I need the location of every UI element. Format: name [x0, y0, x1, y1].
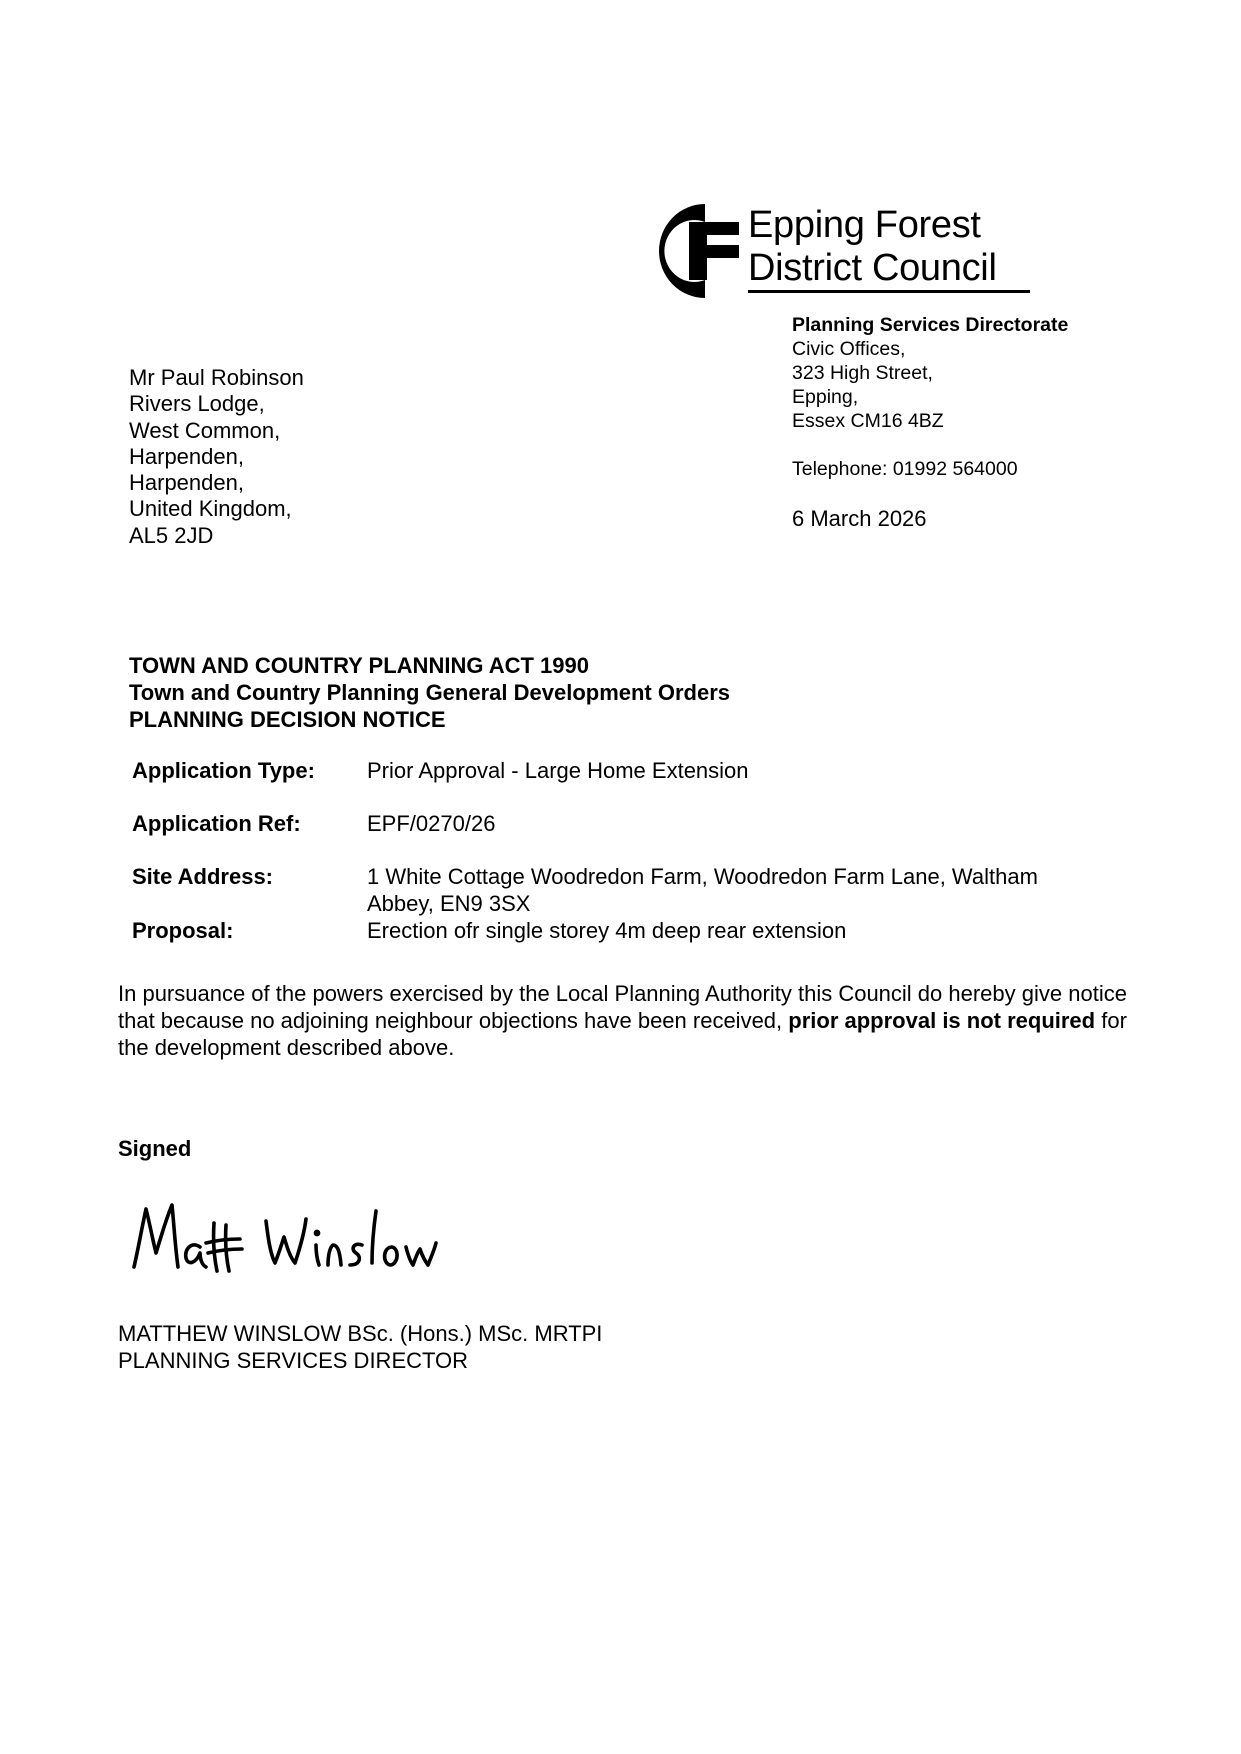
recipient-address	[129, 365, 304, 549]
site-address-value: 1 White Cottage Woodredon Farm, Woodredon Farm Lane, Waltham Abbey, EN9 3SX	[367, 864, 1038, 916]
handwritten-signature	[128, 1195, 468, 1295]
decision-paragraph	[118, 980, 1128, 1061]
application-ref-value: EPF/0270/26	[367, 811, 496, 836]
sender-address-line: Civic Offices,	[792, 338, 906, 360]
notice-heading: PLANNING DECISION NOTICE	[129, 707, 446, 732]
orders-heading: Town and Country Planning General Development Orders	[129, 680, 731, 705]
sender-address-line: Epping,	[792, 386, 859, 408]
application-type-label: Application Type:	[132, 758, 315, 783]
recipient-line: Rivers Lodge,	[129, 391, 265, 417]
council-name	[748, 204, 997, 290]
signed-label: Signed	[118, 1136, 192, 1161]
council-logo-mark-icon	[655, 200, 740, 302]
letter-date: 6 March 2026	[792, 506, 927, 531]
recipient-line: AL5 2JD	[129, 522, 214, 548]
sender-address-line: 323 High Street,	[792, 362, 933, 384]
proposal-value: Erection ofr single storey 4m deep rear extension	[367, 918, 847, 943]
sender-block	[792, 313, 1068, 531]
signature-text: Matt Winslow	[128, 1195, 134, 1196]
notice-headings	[129, 652, 730, 733]
directorate-name: Planning Services Directorate	[792, 314, 1069, 336]
recipient-line: Mr Paul Robinson	[129, 365, 304, 390]
recipient-line: Harpenden,	[129, 443, 244, 469]
decision-text-end: for the development described above.	[118, 1008, 1127, 1060]
logo-underline	[748, 290, 1030, 293]
telephone: Telephone: 01992 564000	[792, 458, 1018, 480]
site-address-label: Site Address:	[132, 864, 274, 889]
council-name-line2: District Council	[748, 247, 997, 289]
application-type-value: Prior Approval - Large Home Extension	[367, 758, 749, 783]
signatory-title: PLANNING SERVICES DIRECTOR	[118, 1348, 469, 1373]
recipient-line: West Common,	[129, 417, 281, 443]
act-heading: TOWN AND COUNTRY PLANNING ACT 1990	[129, 653, 590, 678]
signatory-block	[118, 1320, 602, 1374]
decision-text-emphasis: prior approval is not required	[788, 1008, 1096, 1033]
council-logo	[655, 200, 1035, 300]
proposal-label: Proposal:	[132, 918, 234, 943]
application-ref-label: Application Ref:	[132, 811, 301, 836]
sender-address-line: Essex CM16 4BZ	[792, 410, 944, 432]
council-name-line1: Epping Forest	[748, 204, 981, 246]
signatory-name: MATTHEW WINSLOW BSc. (Hons.) MSc. MRTPI	[118, 1321, 603, 1346]
recipient-line: United Kingdom,	[129, 496, 292, 522]
recipient-line: Harpenden,	[129, 470, 244, 496]
decision-text-start: In pursuance of the powers exercised by the Local Planning Authority this Council do hereby give notice that because no adjoining neighbour objections have been received,	[118, 981, 1127, 1033]
